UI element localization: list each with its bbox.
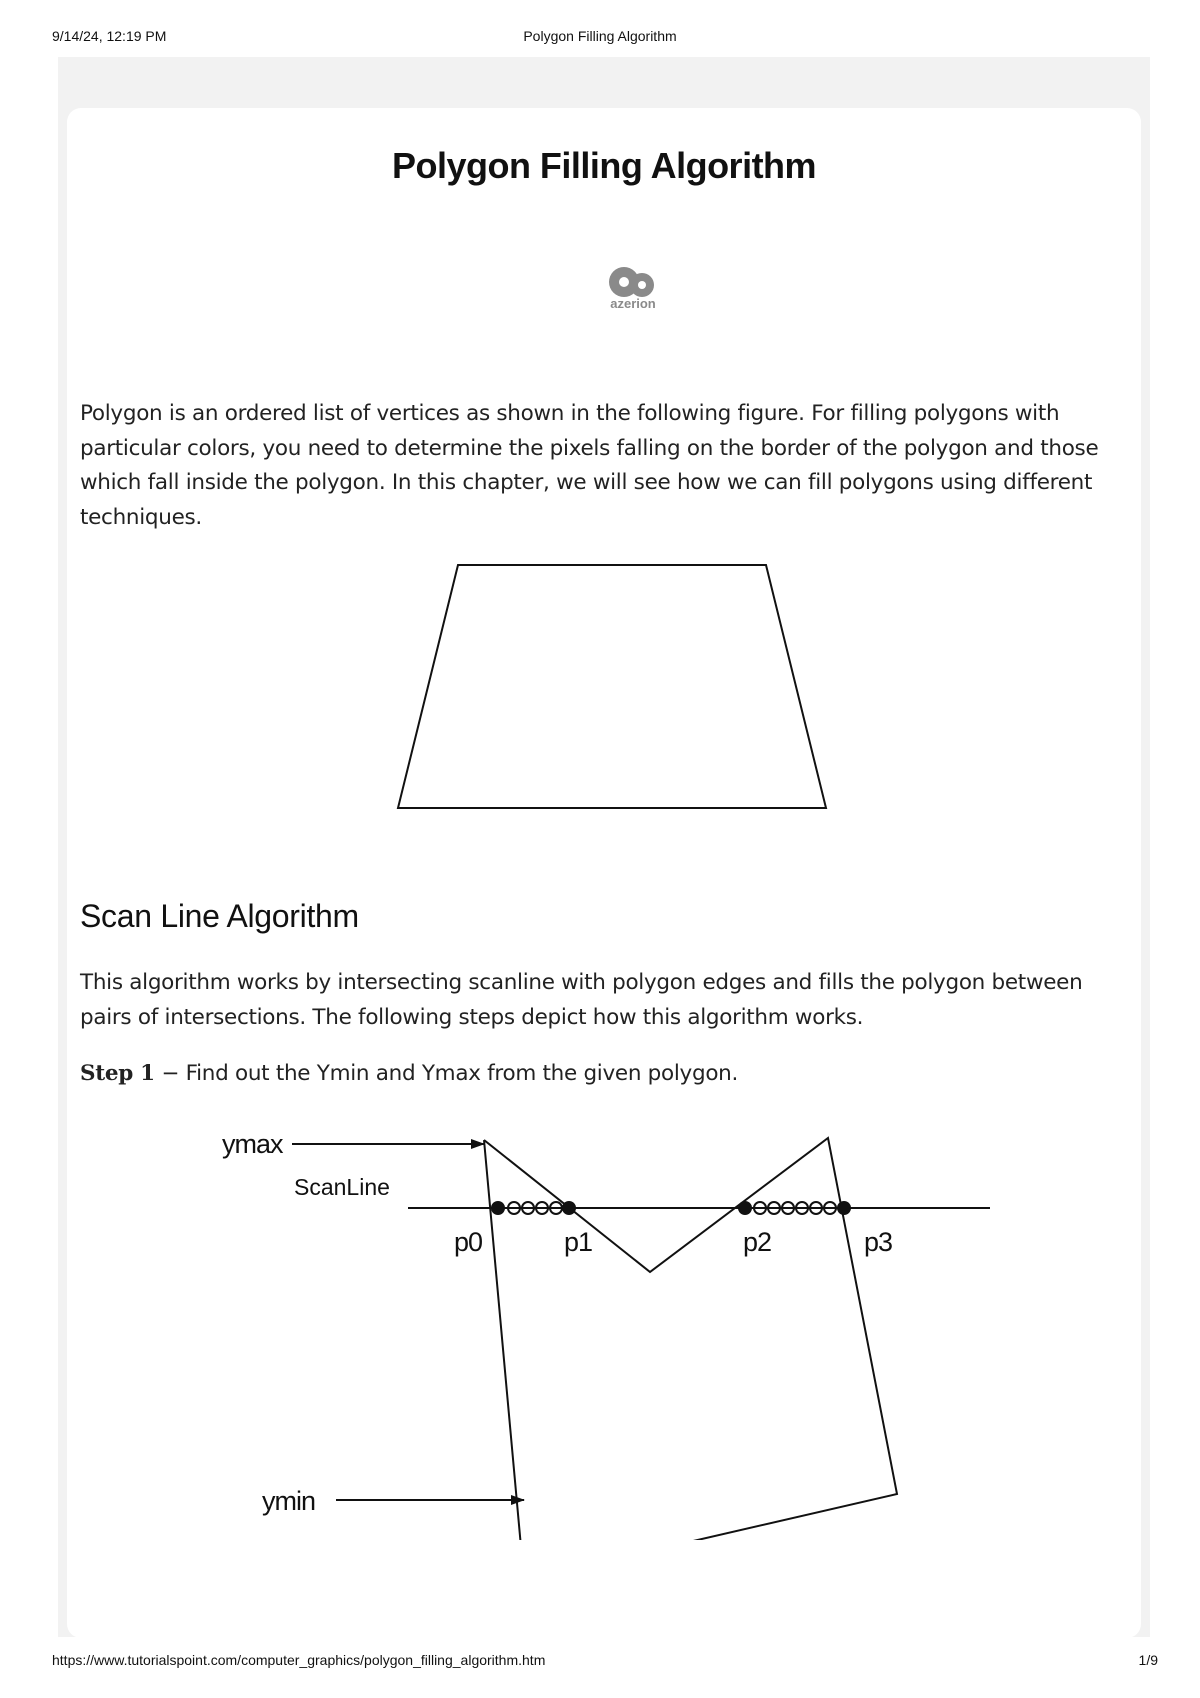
step-1-text: − Find out the Ymin and Ymax from the given polygon. [154, 1061, 739, 1086]
section-intro-paragraph: This algorithm works by intersecting scanline with polygon edges and fills the polygon between pairs of intersections. The following steps depict how this algorithm works. [80, 970, 1083, 1030]
intersection-p3-dot [837, 1201, 851, 1215]
print-header [0, 28, 1200, 48]
intersection-p0-dot [491, 1201, 505, 1215]
scanline-label: ScanLine [294, 1174, 390, 1200]
page-title: Polygon Filling Algorithm [391, 145, 817, 186]
trapezoid-polygon [398, 565, 826, 808]
point-label-p0: p0 [454, 1227, 483, 1257]
intersection-p2-dot [738, 1201, 752, 1215]
print-page-number: 1/9 [1138, 1652, 1158, 1668]
step-1-label: Step 1 [80, 1061, 155, 1086]
section-heading: Scan Line Algorithm [80, 898, 359, 934]
print-doc-title: Polygon Filling Algorithm [523, 28, 677, 44]
polygon-figure [390, 560, 840, 820]
scanline-figure [200, 1120, 1020, 1540]
step-1-paragraph [80, 1057, 1140, 1092]
concave-polygon [484, 1138, 897, 1540]
print-url: https://www.tutorialspoint.com/computer_graphics/polygon_filling_algorithm.htm [52, 1652, 546, 1668]
intro-paragraph: Polygon is an ordered list of vertices as shown in the following figure. For filling polygons with particular colors, you need to determine the pixels falling on the border of the polygon and those which fall inside the polygon. In this chapter, we will see how we can fill polygons using different techniques. [80, 401, 1099, 530]
print-footer [0, 1652, 1200, 1672]
intersection-p1-dot [562, 1201, 576, 1215]
ymax-label: ymax [222, 1129, 283, 1159]
print-datetime: 9/14/24, 12:19 PM [52, 28, 167, 44]
point-label-p3: p3 [864, 1227, 893, 1257]
logo-text: azerion [610, 296, 656, 311]
point-label-p1: p1 [564, 1227, 593, 1257]
ymin-label: ymin [262, 1486, 316, 1516]
point-label-p2: p2 [743, 1227, 772, 1257]
